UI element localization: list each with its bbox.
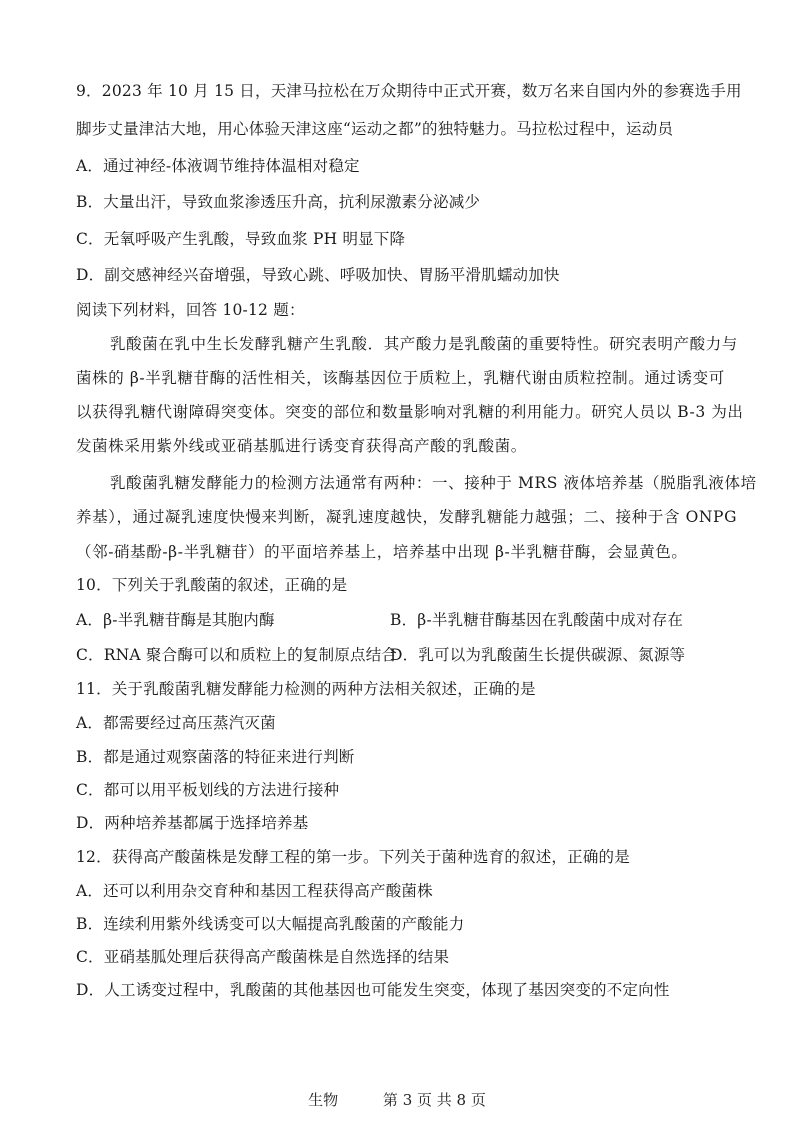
passage-p2-line-2: 养基），通过凝乳速度快慢来判断，凝乳速度越快，发酵乳糖能力越强；二、接种于含 ONPG: [76, 508, 738, 526]
q10-option-row-1: [76, 609, 724, 631]
page-footer: [0, 1090, 794, 1110]
q10-option-a: A．β-半乳糖苷酶是其胞内酶: [76, 611, 275, 629]
q12-option-a: A．还可以利用杂交育种和基因工程获得高产酸菌株: [76, 882, 433, 900]
footer-page-number: 第 3 页 共 8 页: [382, 1091, 486, 1109]
q9-option-c: C．无氧呼吸产生乳酸，导致血浆 PH 明显下降: [76, 230, 406, 248]
q10-option-b: B．β-半乳糖苷酶基因在乳酸菌中成对存在: [390, 611, 684, 629]
q11-option-a: A．都需要经过高压蒸汽灭菌: [76, 714, 276, 732]
q9-option-a: A．通过神经-体液调节维持体温相对稳定: [76, 157, 360, 175]
q11-option-b: B．都是通过观察菌落的特征来进行判断: [76, 748, 355, 766]
reading-intro: 阅读下列材料，回答 10-12 题：: [76, 301, 305, 319]
q9-option-d: D．副交感神经兴奋增强，导致心跳、呼吸加快、胃肠平滑肌蠕动加快: [76, 266, 560, 284]
q10-stem: 10．下列关于乳酸菌的叙述，正确的是: [76, 576, 348, 594]
passage-p2-line-1: 乳酸菌乳糖发酵能力的检测方法通常有两种：一、接种于 MRS 液体培养基（脱脂乳液体培: [110, 474, 757, 492]
footer-subject: 生物: [308, 1091, 339, 1109]
passage-p1-line-3: 以获得乳糖代谢障碍突变体。突变的部位和数量影响对乳糖的利用能力。研究人员以 B-3 为出: [76, 403, 744, 421]
passage-p2-line-3: （邻-硝基酚-β-半乳糖苷）的平面培养基上，培养基中出现 β-半乳糖苷酶，会显黄色。: [76, 543, 688, 561]
passage-p1-line-2: 菌株的 β-半乳糖苷酶的活性相关，该酶基因位于质粒上，乳糖代谢由质粒控制。通过诱变可: [76, 369, 725, 387]
q12-option-b: B．连续利用紫外线诱变可以大幅提高乳酸菌的产酸能力: [76, 915, 465, 933]
q9-option-b: B．大量出汗，导致血浆渗透压升高，抗利尿激素分泌减少: [76, 193, 481, 211]
q11-option-c: C．都可以用平板划线的方法进行接种: [76, 781, 340, 799]
q12-option-d: D．人工诱变过程中，乳酸菌的其他基因也可能发生突变，体现了基因突变的不定向性: [76, 981, 670, 999]
q9-stem-line-2: 脚步丈量津沽大地，用心体验天津这座“运动之都”的独特魅力。马拉松过程中，运动员: [76, 120, 674, 138]
q9-stem-line-1: 9．2023 年 10 月 15 日，天津马拉松在万众期待中正式开赛，数万名来自国内外的参赛选手用: [76, 82, 742, 100]
passage-p1-line-4: 发菌株采用紫外线或亚硝基胍进行诱变育获得高产酸的乳酸菌。: [76, 437, 527, 455]
q12-stem: 12．获得高产酸菌株是发酵工程的第一步。下列关于菌种选育的叙述，正确的是: [76, 848, 630, 866]
q11-option-d: D．两种培养基都属于选择培养基: [76, 814, 309, 832]
q11-stem: 11．关于乳酸菌乳糖发酵能力检测的两种方法相关叙述，正确的是: [76, 680, 536, 698]
q10-option-row-2: [76, 644, 724, 666]
q10-option-d: D．乳可以为乳酸菌生长提供碳源、氮源等: [390, 646, 686, 664]
passage-p1-line-1: 乳酸菌在乳中生长发酵乳糖产生乳酸．其产酸力是乳酸菌的重要特性。研究表明产酸力与: [110, 335, 738, 353]
q10-option-c: C．RNA 聚合酶可以和质粒上的复制原点结合: [76, 646, 398, 664]
q12-option-c: C．亚硝基胍处理后获得高产酸菌株是自然选择的结果: [76, 948, 450, 966]
